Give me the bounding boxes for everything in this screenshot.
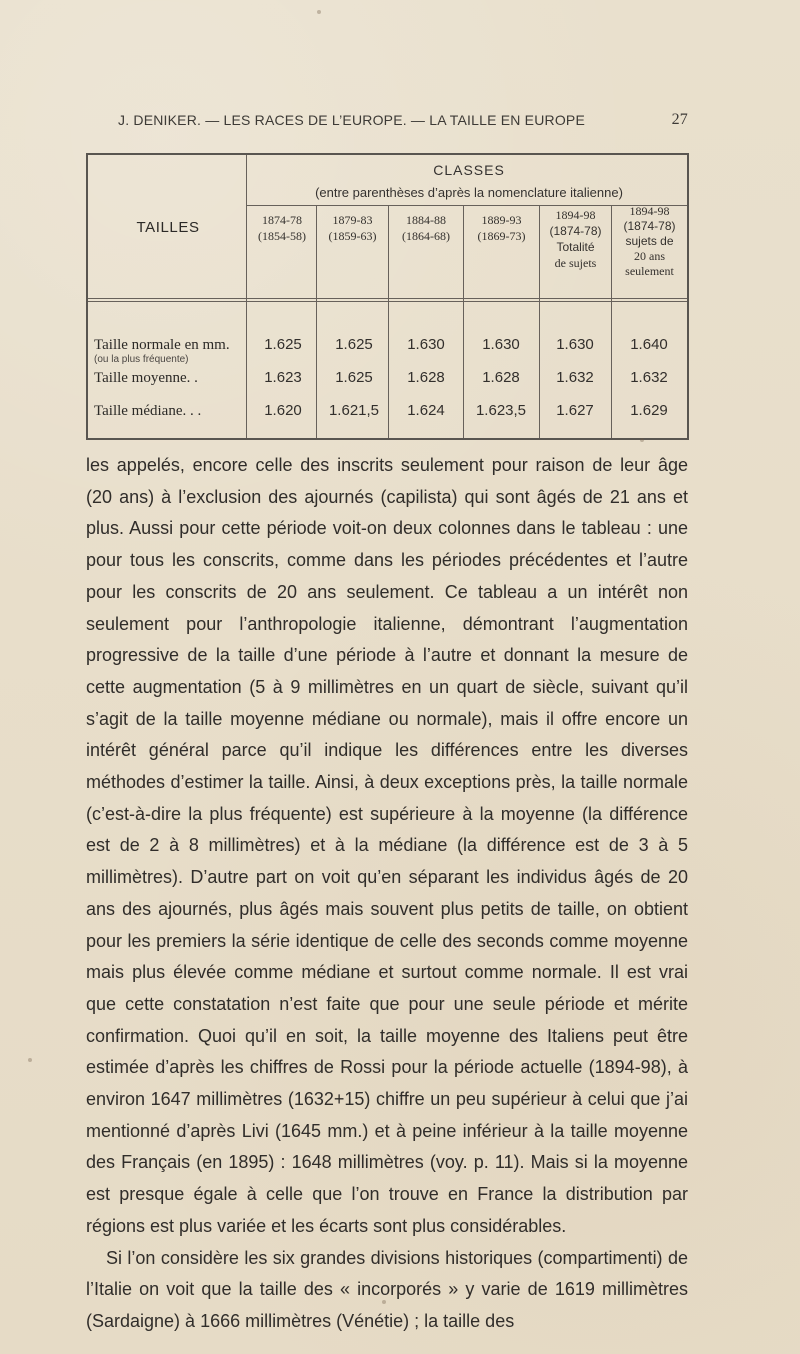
column-header-6-scope-line-3: seulement [625,264,674,278]
row-label-normal-note: (ou la plus fréquente) [94,354,189,365]
column-header-5-italian-years: (1874-78) [549,224,602,238]
running-head [118,112,688,140]
column-header-3 [389,212,463,244]
table-cell-r1-c3: 1.630 [407,336,445,353]
paper-speck [317,10,321,14]
column-header-6-scope-line-1: sujets de [625,234,674,248]
table-cell-r3-c2: 1.621,5 [328,402,380,419]
row-label-median [94,402,246,420]
table-double-rule [88,298,687,299]
column-header-5-scope-line-1: Totalité [556,240,595,254]
column-header-2-italian-years: (1859-63) [328,229,377,243]
column-header-6-scope-line-2: 20 ans [634,249,665,263]
column-header-5-scope-line-2: de sujets [554,256,597,270]
column-header-1 [248,212,316,244]
column-header-3-italian-years: (1864-68) [402,229,450,243]
tailles-label: TAILLES [136,219,200,236]
table-cell-r1-c1: 1.625 [264,336,302,353]
table-cell-r3-c1: 1.620 [264,402,302,419]
classes-subtitle: (entre parenthèses d’après la nomenclature italienne) [315,185,623,200]
row-label-mean-text: Taille moyenne. . [94,370,198,386]
table-cell-r2-c1: 1.623 [264,369,302,386]
column-header-4-italian-years: (1869-73) [477,229,526,243]
table-cell-r2-c3: 1.628 [407,369,445,386]
stature-table [86,153,689,440]
column-header-6-years: 1894-98 [629,204,670,218]
column-header-6-italian-years: (1874-78) [623,219,676,233]
column-header-4-years: 1889-93 [481,213,522,227]
page-number: 27 [671,111,688,128]
table-cell-r3-c6: 1.629 [630,402,668,419]
table-cell-r1-c2: 1.625 [335,336,373,353]
row-label-normal [94,336,246,365]
table-cell-r3-c5: 1.627 [556,402,594,419]
paragraph-2: Si l’on considère les six grandes divisions historiques (compartimenti) de l’Italie on voit que la taille des « incorporés » y varie de 1619 millimètres (Sardaigne) à 1666 millimètres (Vénétie) ; la taille des [86,1247,688,1331]
column-header-1-italian-years: (1854-58) [258,229,306,243]
table-cell-r1-c6: 1.640 [630,336,668,353]
row-label-median-text: Taille médiane. . . [94,403,202,419]
column-header-4 [464,212,539,244]
column-header-5-years: 1894-98 [555,208,596,222]
paper-speck [28,1058,32,1062]
classes-title: CLASSES [433,162,505,178]
table-cell-r2-c6: 1.632 [630,369,668,386]
table-cell-r1-c4: 1.630 [482,336,520,353]
row-label-normal-text: Taille normale en mm. [94,337,230,353]
column-header-6 [612,204,687,279]
running-title: J. DENIKER. — LES RACES DE L’EUROPE. — LA TAILLE EN EUROPE [118,112,586,128]
table-cell-r2-c2: 1.625 [335,369,373,386]
table-cell-r2-c4: 1.628 [482,369,520,386]
table-cell-r3-c3: 1.624 [407,402,445,419]
table-cell-r2-c5: 1.632 [556,369,594,386]
body-text [86,450,688,1338]
table-cell-r3-c4: 1.623,5 [475,402,527,419]
column-header-5 [540,207,611,271]
column-header-2-years: 1879-83 [332,213,373,227]
column-header-3-years: 1884-88 [406,213,446,227]
column-header-2 [317,212,388,244]
column-header-1-years: 1874-78 [262,213,302,227]
table-divider-left [246,155,247,438]
row-label-mean [94,369,246,387]
classes-header [250,161,688,202]
paragraph-1: les appelés, encore celle des inscrits seulement pour raison de leur âge (20 ans) à l’exclusion des ajournés (capilista) qui sont âgés de 21 ans et plus. Aussi pour cette période voit-on deux colonnes dans le tableau : une pour tous les conscrits, comme dans les périodes précédentes et l’autre pour les conscrits de 20 ans seulement. Ce tableau a un intérêt non seulement pour l’anthropologie italienne, démontrant l’augmentation progressive de la taille d’une période à l’autre et donnant la mesure de cette augmentation (5 à 9 millimètres en un quart de siècle, suivant qu’il s’agit de la taille moyenne médiane ou normale), mais il offre encore un intérêt général parce qu’il indique les différences entre les diverses méthodes d’estimer la taille. Ainsi, à deux exceptions près, la taille normale (c’est-à-dire la plus fréquente) est supérieure à la moyenne (la différence est de 2 à 8 millimètres) et à la médiane (la différence est de 3 à 5 millimètres). D’autre part on voit qu’en séparant les individus âgés de 20 ans des ajournés, plus âgés mais souvent plus petits de taille, on obtient pour les premiers la série identique de celle des seconds comme moyenne mais plus élevée comme médiane et surtout comme normale. Il est vrai que cette constatation n’est faite que pour une seule période et mérite confirmation. Quoi qu’il en soit, la taille moyenne des Italiens peut être estimée d’après les chiffres de Rossi pour la période actuelle (1894-98), à environ 1647 millimètres (1632+15) chiffre un peu supérieur à celui que j’ai mentionné d’après Livi (1645 mm.) et à peine inférieur à la taille moyenne des Français (en 1895) : 1648 millimètres (voy. p. 11). Mais si la moyenne est presque égale à celle que l’on trouve en France la distribution par régions est plus variée et les écarts sont plus considérables. [86,455,688,1236]
table-cell-r1-c5: 1.630 [556,336,594,353]
